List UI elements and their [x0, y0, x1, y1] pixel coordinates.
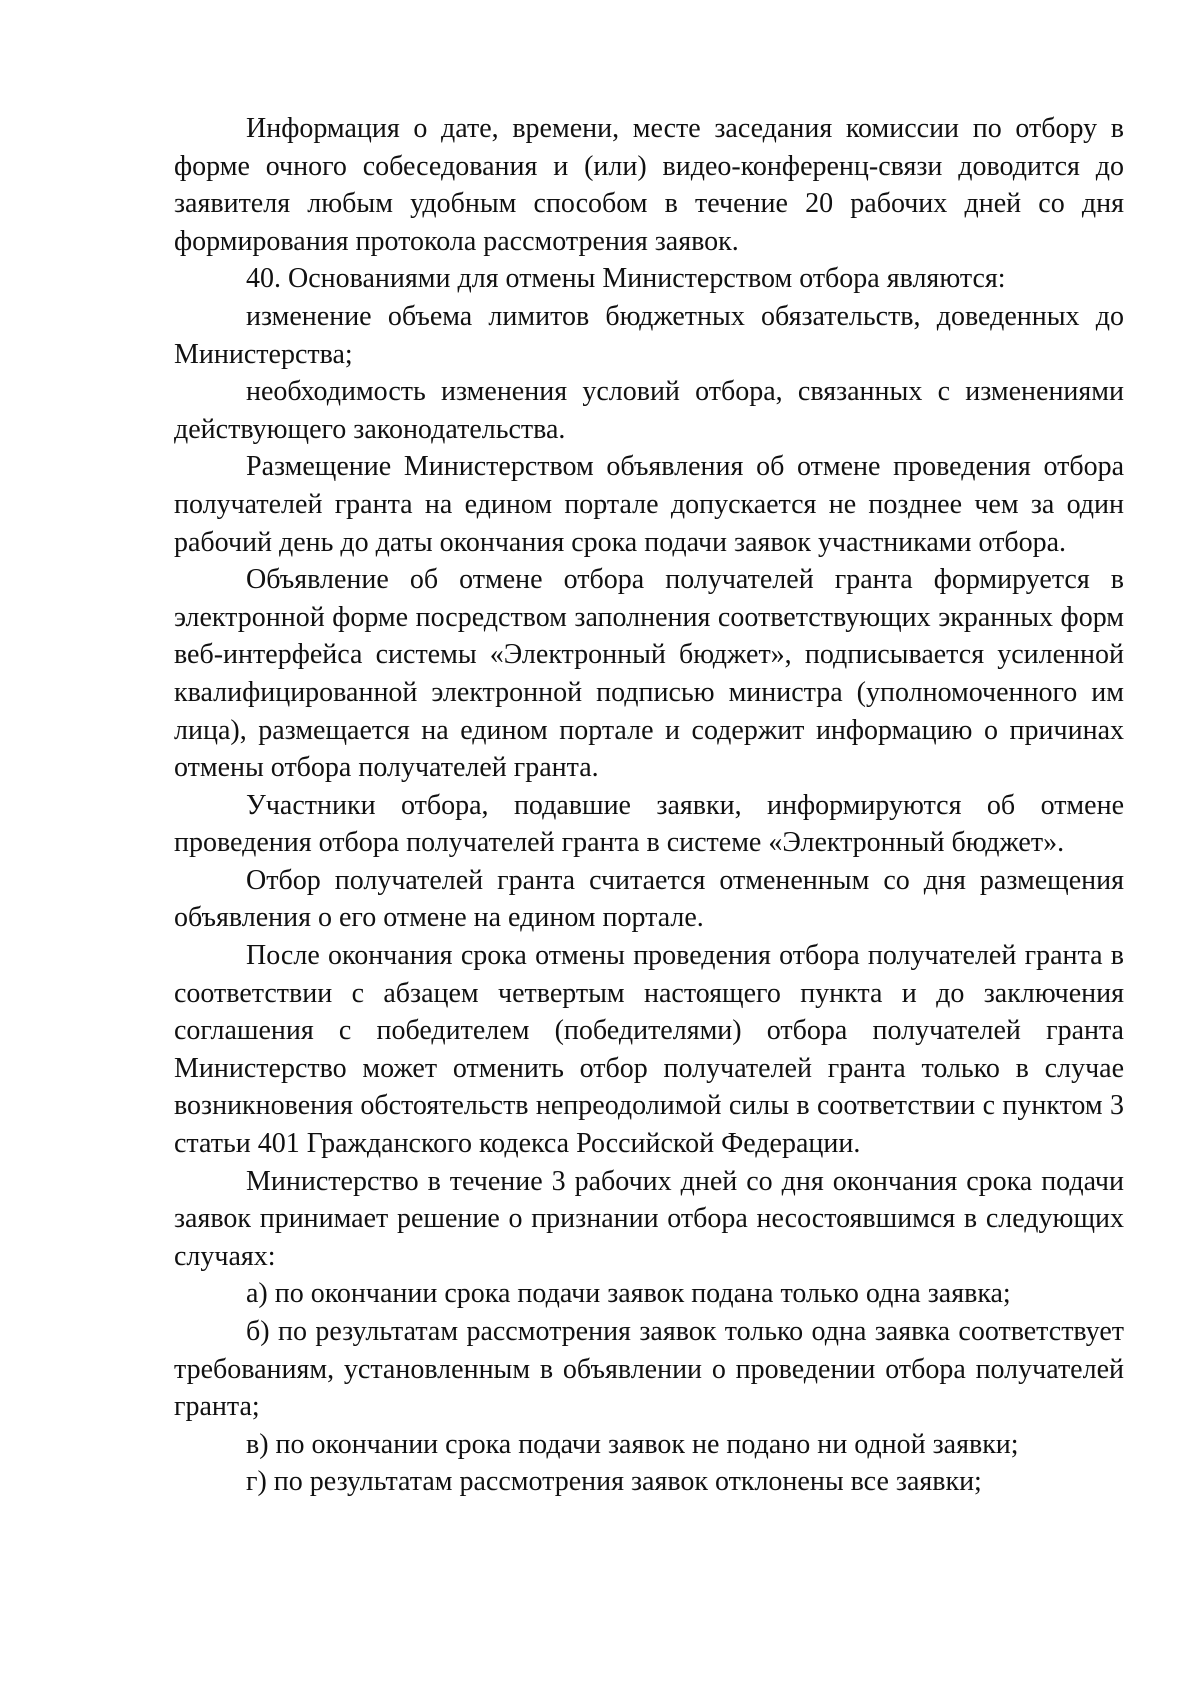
paragraph-limits-change: изменение объема лимитов бюджетных обязательств, доведенных до Министерства; [174, 300, 1124, 370]
paragraph-cancel-effective: Отбор получателей гранта считается отмененным со дня размещения объявления о его отмене на едином портале. [174, 864, 1124, 934]
list-item-b: б) по результатам рассмотрения заявок только одна заявка соответствует требованиям, установленным в объявлении о проведении отбора получателей гранта; [174, 1316, 1124, 1423]
paragraph-participants-informed: Участники отбора, подавшие заявки, информируются об отмене проведения отбора получателей гранта в системе «Электронный бюджет». [174, 789, 1124, 859]
paragraph-force-majeure: После окончания срока отмены проведения отбора получателей гранта в соответствии с абзацем четвертым настоящего пункта и до заключения соглашения с победителем (победителями) отбора получателей гранта Министерство может отменить отбор получателей гранта только в случае возникновения обстоятельств непреодолимой силы в соответствии с пунктом 3 статьи 401 Гражданского кодекса Российской Федерации. [174, 940, 1124, 1160]
list-item-v: в) по окончании срока подачи заявок не подано ни одной заявки; [246, 1428, 1019, 1460]
paragraph-conditions-change: необходимость изменения условий отбора, связанных с изменениями действующего законодательства. [174, 376, 1124, 445]
paragraph-cancel-notice-placement: Размещение Министерством объявления об отмене проведения отбора получателей гранта на едином портале допускается не позднее чем за один рабочий день до даты окончания срока подачи заявок участниками отбора. [174, 451, 1124, 558]
paragraph-item-40: 40. Основаниями для отмены Министерством отбора являются: [246, 263, 1006, 295]
paragraph-cancel-notice-form: Объявление об отмене отбора получателей гранта формируется в электронной форме посредством заполнения соответствующих экранных форм веб-интерфейса системы «Электронный бюджет», подписывается усиленной квалифицированной электронной подписью министра (уполномоченного им лица), размещается на едином портале и содержит информацию о причинах отмены отбора получателей гранта. [174, 564, 1124, 784]
list-item-a: а) по окончании срока подачи заявок подана только одна заявка; [246, 1278, 1011, 1310]
paragraph-failed-selection: Министерство в течение 3 рабочих дней со дня окончания срока подачи заявок принимает решение о признании отбора несостоявшимся в следующих случаях: [174, 1165, 1124, 1272]
paragraph-info-meeting: Информация о дате, времени, месте заседания комиссии по отбору в форме очного собеседования и (или) видео-конференц-связи доводится до заявителя любым удобным способом в течение 20 рабочих дней со дня формирования протокола рассмотрения заявок. [174, 113, 1124, 257]
document-body [174, 110, 1124, 1501]
list-item-g: г) по результатам рассмотрения заявок отклонены все заявки; [246, 1466, 982, 1498]
